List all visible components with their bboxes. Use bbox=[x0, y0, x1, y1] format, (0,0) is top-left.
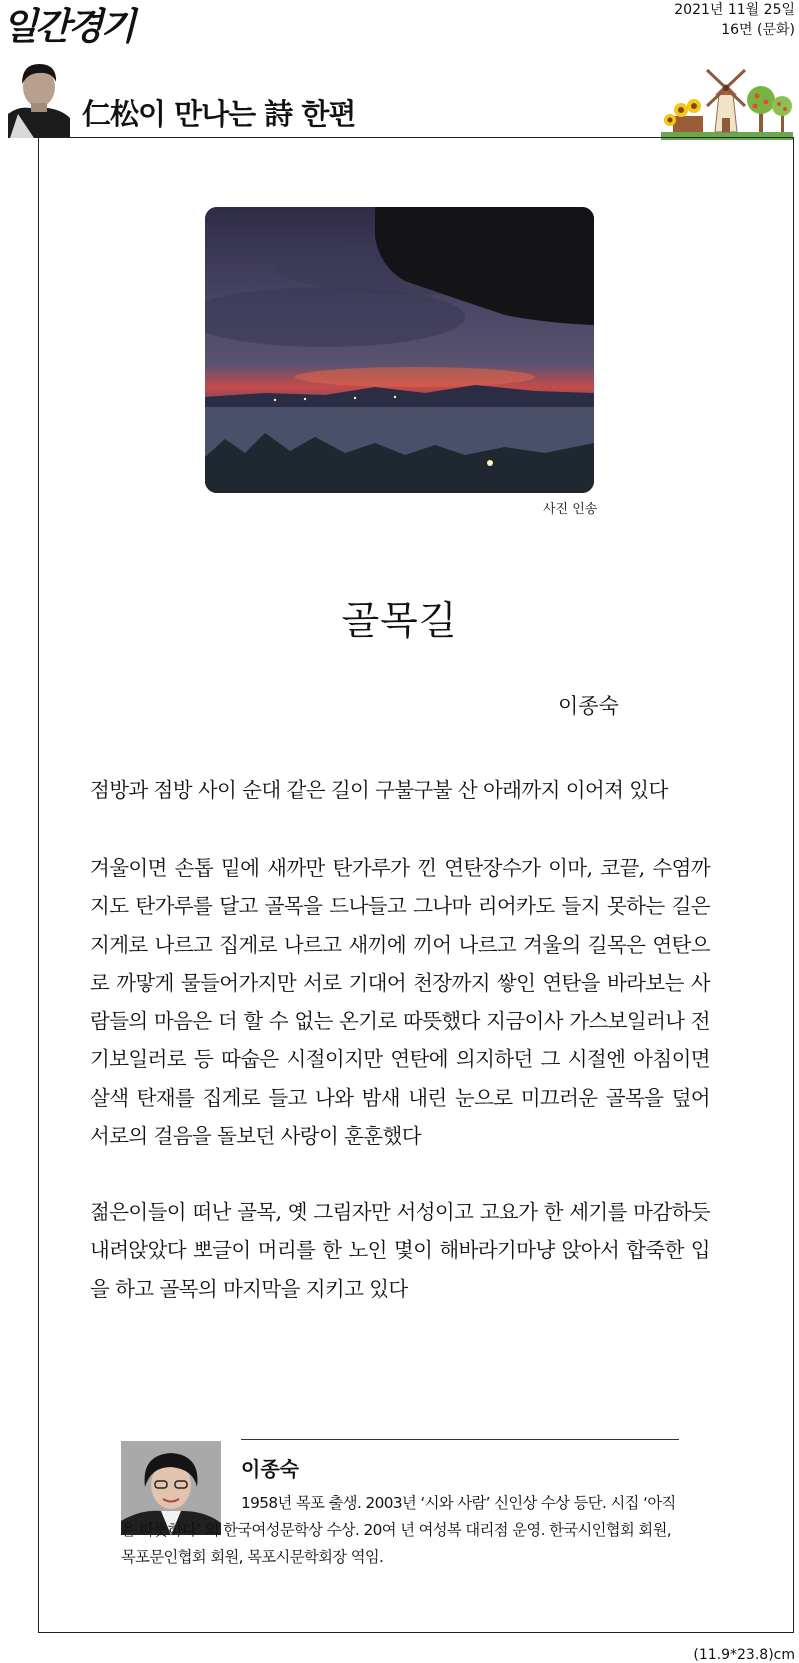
issue-date: 2021년 11월 25일 bbox=[674, 2, 795, 18]
windmill-garden-illustration bbox=[661, 64, 793, 140]
bio-name: 이종숙 bbox=[241, 1457, 299, 1481]
article-size: (11.9*23.8)cm bbox=[693, 1647, 795, 1663]
columnist-avatar bbox=[8, 54, 70, 138]
poem-stanza: 젊은이들이 떠난 골목, 옛 그림자만 서성이고 고요가 한 세기를 마감하듯 내려앉았다 뽀글이 머리를 한 노인 몇이 해바라기마냥 앉아서 합죽한 입을 하고 골목의 마지막을 지키고 있다 bbox=[90, 1200, 710, 1301]
bio-text bbox=[121, 1490, 686, 1571]
page-section: 16면 (문화) bbox=[721, 22, 795, 38]
bio-divider bbox=[241, 1439, 679, 1440]
poem-title: 골목길 bbox=[341, 599, 458, 644]
issue-info bbox=[674, 0, 795, 40]
poem-author: 이종숙 bbox=[558, 694, 619, 718]
sunset-photo bbox=[205, 207, 594, 493]
bio-description: 1958년 목포 출생. 2003년 ‘시와 사람’ 신인상 수상 등단. 시집 ‘아직은 따뜻하다’ 외 한국여성문학상 수상. 20여 년 여성복 대리점 운영. 한국시인협회 회원, 목포문인협회 회원, 목포시문학회장 역임. bbox=[121, 1494, 676, 1566]
poem-stanza: 겨울이면 손톱 밑에 새까만 탄가루가 낀 연탄장수가 이마, 코끝, 수염까지도 탄가루를 달고 골목을 드나들고 그나마 리어카도 들지 못하는 길은 지게로 나르고 집게로 나르고 새끼에 끼어 나르고 겨울의 길목은 연탄으로 까맣게 물들어가지만 서로 기대어 천장까지 쌓인 연탄을 바라보는 사람들의 마음은 더 할 수 없는 온기로 따뜻했다 지금이사 가스보일러나 전기보일러로 등 따숩은 시절이지만 연탄에 의지하던 그 시절엔 아침이면 살색 탄재를 집게로 들고 나와 밤새 내린 눈으로 미끄러운 골목을 덮어 서로의 걸음을 돌보던 사랑이 훈훈했다 bbox=[90, 856, 710, 1149]
photo-credit: 사진 인송 bbox=[543, 502, 598, 517]
newspaper-logo: 일간경기 bbox=[2, 5, 133, 48]
column-title: 仁松이 만나는 詩 한편 bbox=[82, 97, 356, 131]
poem-stanza: 점방과 점방 사이 순대 같은 길이 구불구불 산 아래까지 이어져 있다 bbox=[90, 778, 668, 802]
